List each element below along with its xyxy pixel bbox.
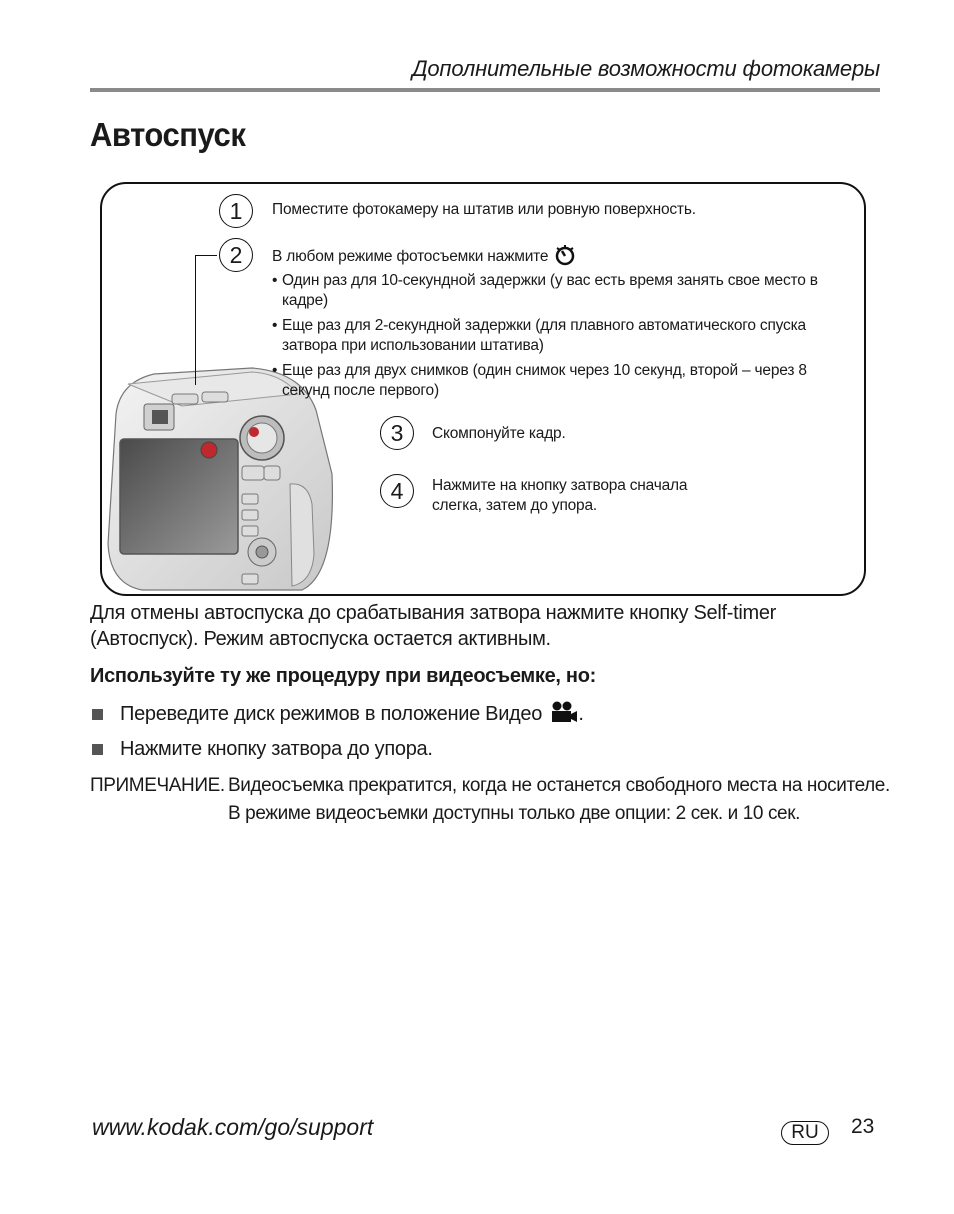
bullet-item: • Еще раз для двух снимков (один снимок через 10 секунд, второй – через 8 секунд после первого) <box>272 362 807 399</box>
video-heading: Используйте ту же процедуру при видеосъемке, но: <box>90 665 596 687</box>
square-bullet <box>92 744 103 755</box>
step-1-text: Поместите фотокамеру на штатив или ровную поверхность. <box>272 201 696 218</box>
language-badge: RU <box>781 1121 829 1145</box>
video-item-1-suffix: . <box>578 703 584 725</box>
step-4-line: слегка, затем до упора. <box>432 497 597 514</box>
step-3-text: Скомпонуйте кадр. <box>432 425 566 442</box>
instruction-panel <box>100 182 866 596</box>
video-camera-icon <box>550 701 578 723</box>
page-title: Автоспуск <box>90 116 246 153</box>
step-3-number: 3 <box>380 416 414 450</box>
step-1-number: 1 <box>219 194 253 228</box>
cancel-instruction <box>90 600 776 652</box>
leader-line <box>195 255 196 385</box>
step-2-text <box>272 244 576 267</box>
bullet-item: • Еще раз для 2-секундной задержки (для плавного автоматического спуска затвора при использовании штатива) <box>272 317 806 354</box>
cancel-line: (Автоспуск). Режим автоспуска остается активным. <box>90 628 551 650</box>
note-line-2: В режиме видеосъемки доступны только две опции: 2 сек. и 10 сек. <box>228 803 801 824</box>
leader-line <box>195 255 217 256</box>
step-4-text <box>432 476 687 516</box>
square-bullet <box>92 709 103 720</box>
video-item-1 <box>120 701 584 727</box>
page-header-title: Дополнительные возможности фотокамеры <box>412 56 880 81</box>
page-number: 23 <box>851 1115 875 1138</box>
note-label: ПРИМЕЧАНИЕ. <box>90 775 225 796</box>
note-line-1: Видеосъемка прекратится, когда не останется свободного места на носителе. <box>228 775 890 796</box>
bullet-item: • Один раз для 10-секундной задержки (у вас есть время занять свое место в кадре) <box>272 272 818 309</box>
self-timer-icon <box>554 244 576 266</box>
step-4-number: 4 <box>380 474 414 508</box>
video-item-1-text: Переведите диск режимов в положение Видео <box>120 703 543 725</box>
header-rule <box>90 88 880 92</box>
step-4-line: Нажмите на кнопку затвора сначала <box>432 477 688 494</box>
support-link[interactable]: www.kodak.com/go/support <box>92 1114 374 1140</box>
video-item-2: Нажмите кнопку затвора до упора. <box>120 738 433 760</box>
step-2-number: 2 <box>219 238 253 272</box>
step-2-label: В любом режиме фотосъемки нажмите <box>272 248 549 265</box>
cancel-line: Для отмены автоспуска до срабатывания затвора нажмите кнопку Self-timer <box>90 602 777 624</box>
